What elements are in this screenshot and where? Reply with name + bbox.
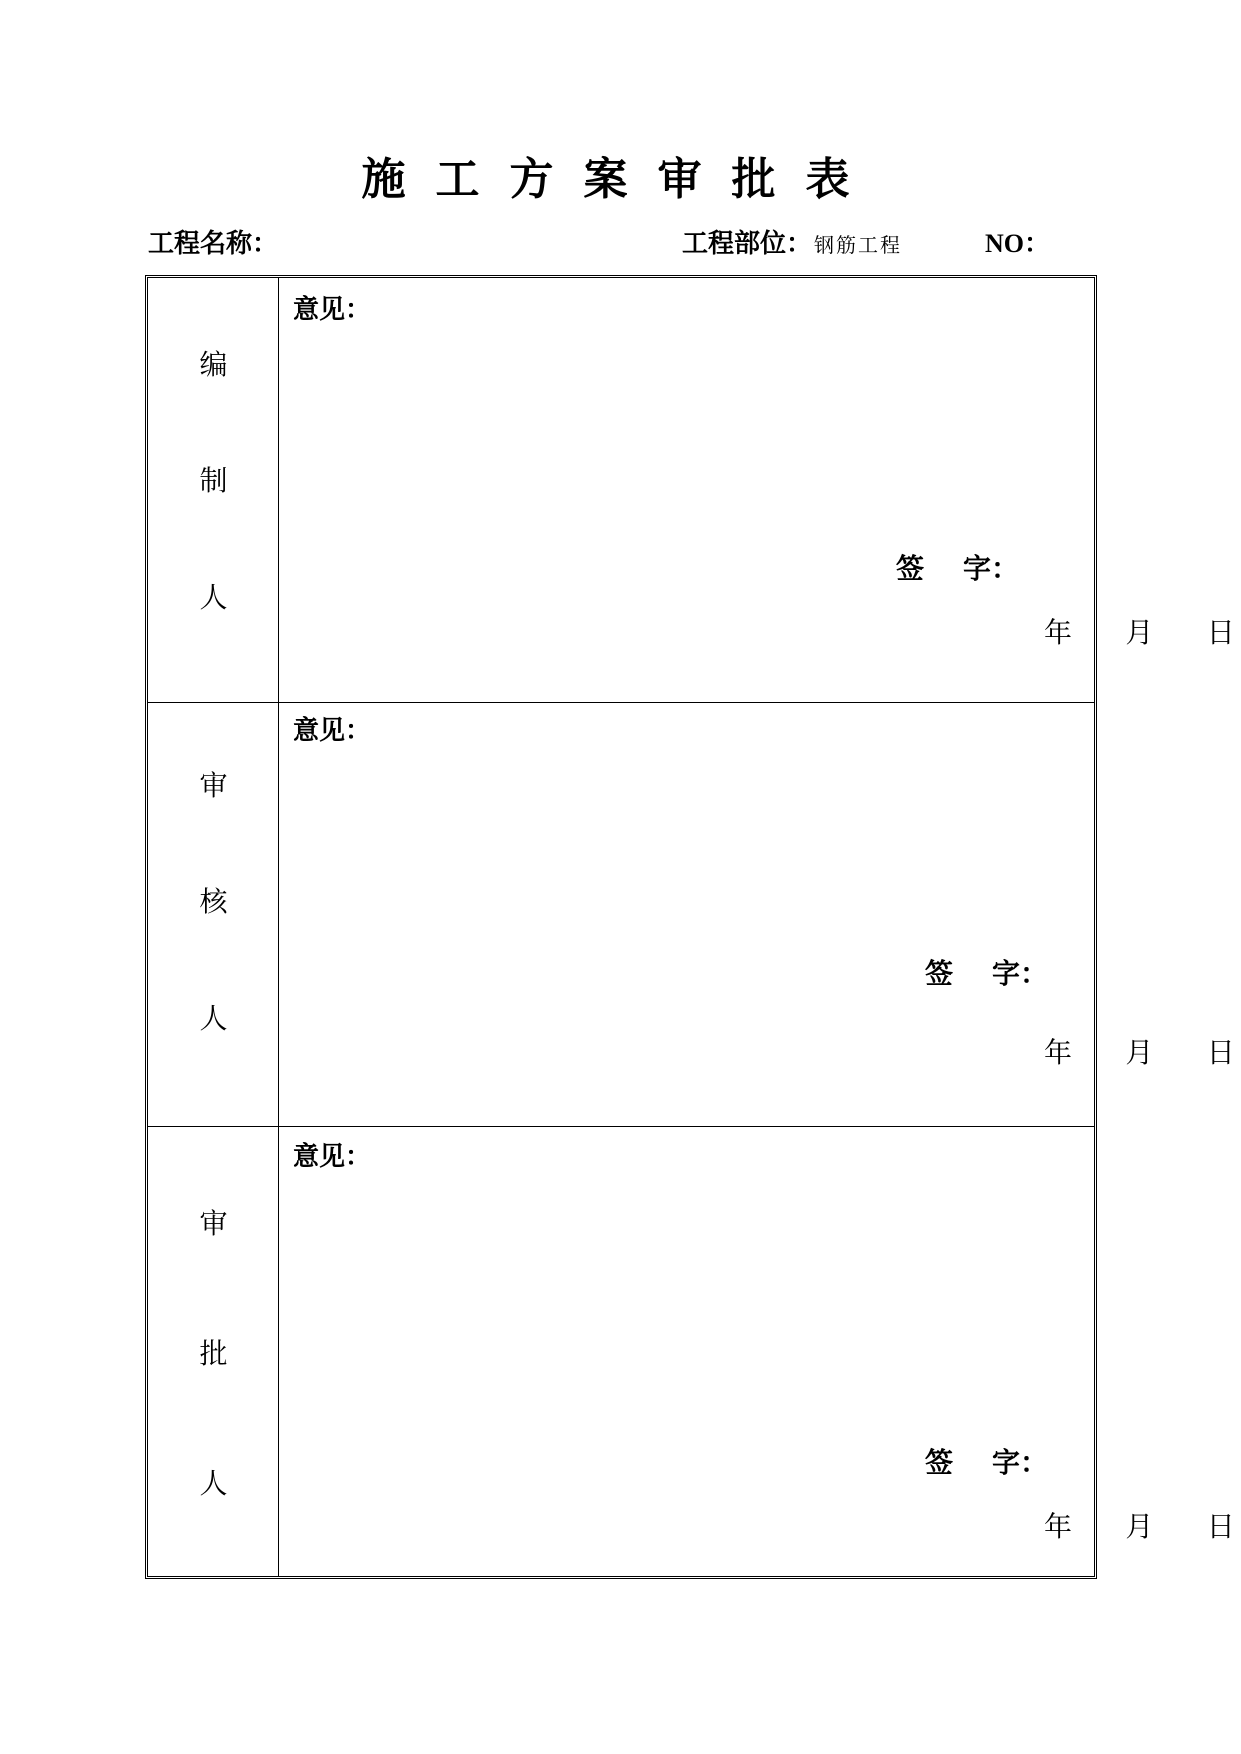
date-label: 年 月 日	[1044, 1510, 1235, 1543]
project-name-field[interactable]	[148, 226, 278, 262]
role-char: 审	[199, 1207, 228, 1240]
role-char: 人	[199, 581, 228, 614]
role-char: 审	[199, 769, 228, 802]
project-part-label: 工程部位：	[682, 229, 813, 259]
role-char: 核	[199, 885, 228, 918]
project-name-label: 工程名称：	[148, 229, 279, 259]
signature-label: 签 字：	[896, 552, 1019, 585]
role-column-approver	[148, 1127, 279, 1576]
section-approver	[148, 1126, 1235, 1576]
section-compiler	[148, 278, 1235, 702]
project-part-value: 钢筋工程	[814, 233, 903, 257]
opinion-area-reviewer[interactable]	[279, 703, 1235, 1126]
role-char: 编	[199, 348, 228, 381]
role-column-reviewer	[148, 703, 279, 1126]
approval-form-table	[145, 275, 1235, 1579]
form-title: 施工方案审批表	[361, 154, 880, 205]
role-char: 批	[199, 1337, 228, 1370]
document-number-field[interactable]	[985, 226, 1050, 262]
opinion-label: 意见：	[293, 1142, 372, 1172]
role-column-compiler	[148, 278, 279, 702]
signature-label: 签 字：	[925, 957, 1048, 990]
project-part-field[interactable]	[682, 226, 902, 263]
date-label: 年 月 日	[1044, 1036, 1235, 1069]
signature-label: 签 字：	[925, 1446, 1048, 1479]
role-char: 人	[199, 1002, 228, 1035]
opinion-label: 意见：	[293, 716, 372, 746]
date-label: 年 月 日	[1044, 616, 1235, 649]
document-number-label: NO：	[985, 229, 1051, 258]
opinion-area-approver[interactable]	[279, 1127, 1235, 1576]
opinion-label: 意见：	[293, 295, 372, 325]
role-char: 人	[199, 1467, 228, 1500]
role-char: 制	[199, 464, 228, 497]
opinion-area-compiler[interactable]	[279, 278, 1235, 702]
section-reviewer	[148, 702, 1235, 1126]
